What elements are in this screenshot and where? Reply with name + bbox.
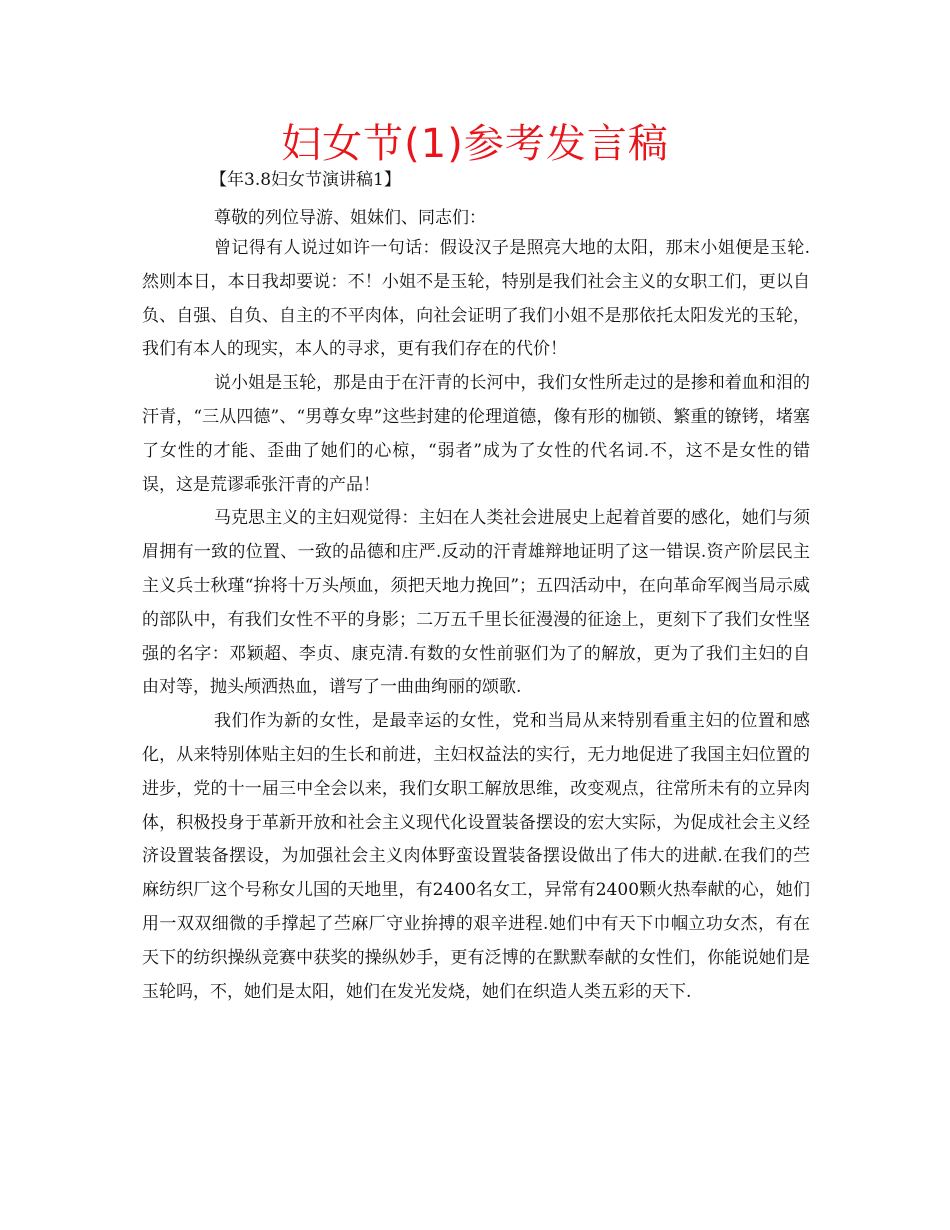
paragraph-1: 曾记得有人说过如许一句话：假设汉子是照亮大地的太阳，那末小姐便是玉轮.然则本日，本日我却要说：不！小姐不是玉轮，特别是我们社会主义的女职工们，更以自负、自强、自负、自主的不平肉体，向社会证明了我们小姐不是那依托太阳发光的玉轮，我们有本人的现实，本人的寻求，更有我们存在的代价！ <box>142 238 810 360</box>
paragraph-3: 马克思主义的主妇观觉得：主妇在人类社会进展史上起着首要的感化，她们与须眉拥有一致的位置、一致的品德和庄严.反动的汗青雄辩地证明了这一错误.资产阶层民主主义兵士秋瑾“拚将十万头颅血，须把天地力挽回”；五四活动中，在向革命军阀当局示威的部队中，有我们女性不平的身影；二万五千里长征漫漫的征途上，更刻下了我们女性坚强的名字：邓颖超、李贞、康克清.有数的女性前驱们为了的解放，更为了我们主妇的自由对等，抛头颅洒热血，谱写了一曲曲绚丽的颂歌. <box>142 508 810 698</box>
document-body <box>142 232 810 1009</box>
greeting-line: 尊敬的列位导游、姐妹们、同志们： <box>214 208 486 228</box>
paragraph-2: 说小姐是玉轮，那是由于在汗青的长河中，我们女性所走过的是掺和着血和泪的汗青，“三从四德”、“男尊女卑”这些封建的伦理道德，像有形的枷锁、繁重的镣铐，堵塞了女性的才能、歪曲了她们的心椋，“弱者”成为了女性的代名词.不，这不是女性的错误，这是荒谬乖张汗青的产品！ <box>142 373 810 495</box>
document-title: 妇女节(1)参考发言稿 <box>281 121 669 167</box>
document-subtitle: 【年3.8妇女节演讲稿1】 <box>210 170 401 190</box>
paragraph-4: 我们作为新的女性，是最幸运的女性，党和当局从来特别看重主妇的位置和感化，从来特别体贴主妇的生长和前进，主妇权益法的实行，无力地促进了我国主妇位置的进步，党的十一届三中全会以来，我们女职工解放思维，改变观点，往常所未有的立异肉体，积极投身于革新开放和社会主义现代化设置装备摆设的宏大实际，为促成社会主义经济设置装备摆设，为加强社会主义肉体野蛮设置装备摆设做出了伟大的进献.在我们的苎麻纺织厂这个号称女儿国的天地里，有2400名女工，异常有2400颗火热奉献的心，她们用一双双细微的手撑起了苎麻厂守业拚搏的艰辛进程.她们中有天下巾帼立功女杰，有在天下的纺织操纵竞赛中获奖的操纵妙手，更有泛博的在默默奉献的女性们，你能说她们是玉轮吗，不，她们是太阳，她们在发光发烧，她们在织造人类五彩的天下. <box>142 711 810 1002</box>
